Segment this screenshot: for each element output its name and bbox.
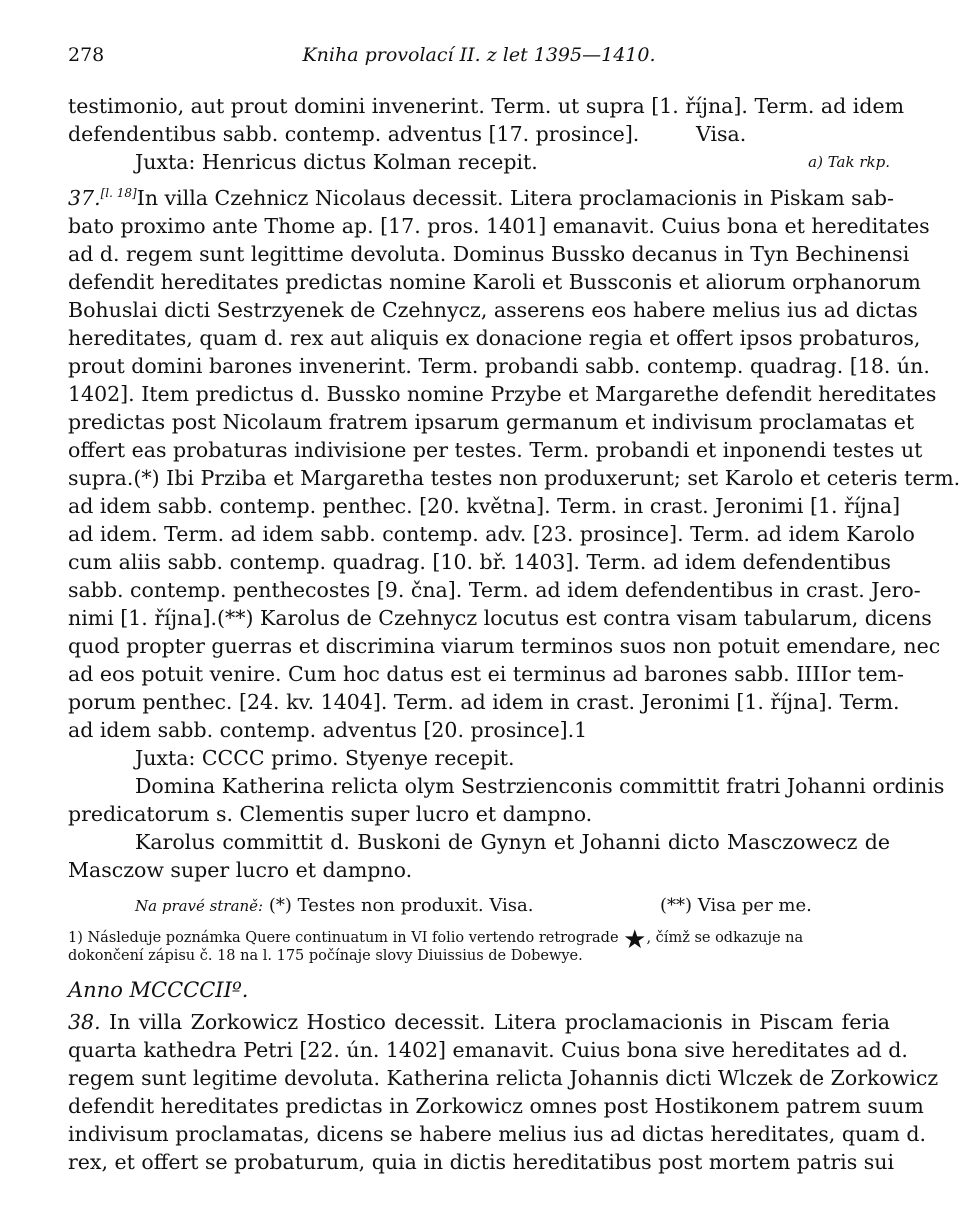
text-line: rex, et offert se probaturum, quia in dictis hereditatibus post mortem patris sui xyxy=(68,1150,895,1174)
margin-note-1: (*) Testes non produxit. Visa. xyxy=(268,895,534,916)
text-line: quarta kathedra Petri [22. ún. 1402] emanavit. Cuius bona sive hereditates ad d. xyxy=(68,1038,908,1062)
text-span: In villa Zorkowicz Hostico decessit. Litera proclamacionis in Piscam feria xyxy=(109,1010,890,1034)
year-heading: Anno MCCCCIIº. xyxy=(68,978,249,1002)
margin-note-line xyxy=(135,892,890,920)
text-line: ad idem. Term. ad idem sabb. contemp. adv. [23. prosince]. Term. ad idem Karolo xyxy=(68,522,915,546)
juxta-line: Juxta: CCCC primo. Styenye recepit. xyxy=(135,746,515,770)
text-line: hereditates, quam d. rex aut aliquis ex donacione regia et offert ipsos probaturos, xyxy=(68,326,921,350)
text-line: predicatorum s. Clementis super lucro et dampno. xyxy=(68,802,593,826)
running-head: Kniha provolací II. z let 1395—1410. xyxy=(302,44,656,66)
footnote-text: , čímž se odkazuje na xyxy=(646,930,804,946)
text-line: testimonio, aut prout domini invenerint. Term. ut supra [1. října]. Term. ad idem xyxy=(68,94,905,118)
text-line: sabb. contemp. penthecostes [9. čna]. Term. ad idem defendentibus in crast. Jero- xyxy=(68,578,921,602)
text-line: regem sunt legitime devoluta. Katherina relicta Johannis dicti Wlczek de Zorkowicz xyxy=(68,1066,939,1090)
visa-mark: Visa. xyxy=(696,122,747,146)
text-line: supra.(*) Ibi Prziba et Margaretha testes non produxerunt; set Karolo et ceteris term. xyxy=(68,466,960,490)
text-line: Domina Katherina relicta olym Sestrzienconis committit fratri Johanni ordinis xyxy=(135,774,945,798)
text-line: defendit hereditates predictas nomine Karoli et Bussconis et aliorum orphanorum xyxy=(68,270,921,294)
margin-note-2: (**) Visa per me. xyxy=(660,895,812,916)
text-line: indivisum proclamatas, dicens se habere melius ius ad dictas hereditates, quam d. xyxy=(68,1122,926,1146)
text-line: 1402]. Item predictus d. Bussko nomine Przybe et Margarethe defendit hereditates xyxy=(68,382,937,406)
text-line: ad eos potuit venire. Cum hoc datus est ei terminus ad barones sabb. IIIIor tem- xyxy=(68,662,904,686)
text-line: bato proximo ante Thome ap. [17. pros. 1401] emanavit. Cuius bona et hereditates xyxy=(68,214,930,238)
text-line xyxy=(68,120,890,148)
entry-38-first-line xyxy=(68,1008,890,1036)
entry-37-first-line xyxy=(68,184,894,215)
text-line: defendit hereditates predictas in Zorkowicz omnes post Hostikonem patrem suum xyxy=(68,1094,924,1118)
footnote-text: 1) Následuje poznámka Quere continuatum in VI folio vertendo retrograde xyxy=(68,930,619,946)
page-number: 278 xyxy=(68,44,105,66)
text-line: cum aliis sabb. contemp. quadrag. [10. bř. 1403]. Term. ad idem defendentibus xyxy=(68,550,891,574)
entry-number: 37. xyxy=(68,186,101,210)
text-line: offert eas probaturas indivisione per testes. Term. probandi et inponendi testes ut xyxy=(68,438,923,462)
text-line: Masczow super lucro et dampno. xyxy=(68,858,413,882)
text-span: In villa Czehnicz Nicolaus decessit. Litera proclamacionis in Piskam sab- xyxy=(136,186,894,210)
text-line: predictas post Nicolaum fratrem ipsarum germanum et indivisum proclamatas et xyxy=(68,410,915,434)
juxta-line xyxy=(135,148,890,176)
text-line: nimi [1. října].(**) Karolus de Czehnycz locutus est contra visam tabularum, dicens xyxy=(68,606,932,630)
text-line: ad idem sabb. contemp. penthec. [20. května]. Term. in crast. Jeronimi [1. října] xyxy=(68,494,901,518)
text-line: porum penthec. [24. kv. 1404]. Term. ad idem in crast. Jeronimi [1. října]. Term. xyxy=(68,690,900,714)
page-header xyxy=(68,44,890,70)
star-icon: ★ xyxy=(623,925,647,955)
margin-note-label: Na pravé straně: xyxy=(135,897,264,915)
text-line: prout domini barones invenerint. Term. probandi sabb. contemp. quadrag. [18. ún. xyxy=(68,354,930,378)
text-span: Juxta: Henricus dictus Kolman recepit. xyxy=(135,150,538,174)
text-line: ad idem sabb. contemp. adventus [20. prosince].1 xyxy=(68,718,588,742)
note-a: a) Tak rkp. xyxy=(808,153,890,171)
entry-number: 38. xyxy=(68,1010,101,1034)
text-span: defendentibus sabb. contemp. adventus [17. prosince]. xyxy=(68,122,640,146)
text-line: Bohuslai dicti Sestrzyenek de Czehnycz, asserens eos habere melius ius ad dictas xyxy=(68,298,918,322)
text-line: ad d. regem sunt legittime devoluta. Dominus Bussko decanus in Tyn Bechinensi xyxy=(68,242,910,266)
text-line: quod propter guerras et discrimina viarum terminos suos non potuit emendare, nec xyxy=(68,634,941,658)
footnote-line: dokončení zápisu č. 18 na l. 175 počínaje slovy Diuissius de Dobewye. xyxy=(68,948,583,964)
folio-mark: [l. 18] xyxy=(100,186,137,200)
text-line: Karolus committit d. Buskoni de Gynyn et Johanni dicto Masczowecz de xyxy=(135,830,890,854)
